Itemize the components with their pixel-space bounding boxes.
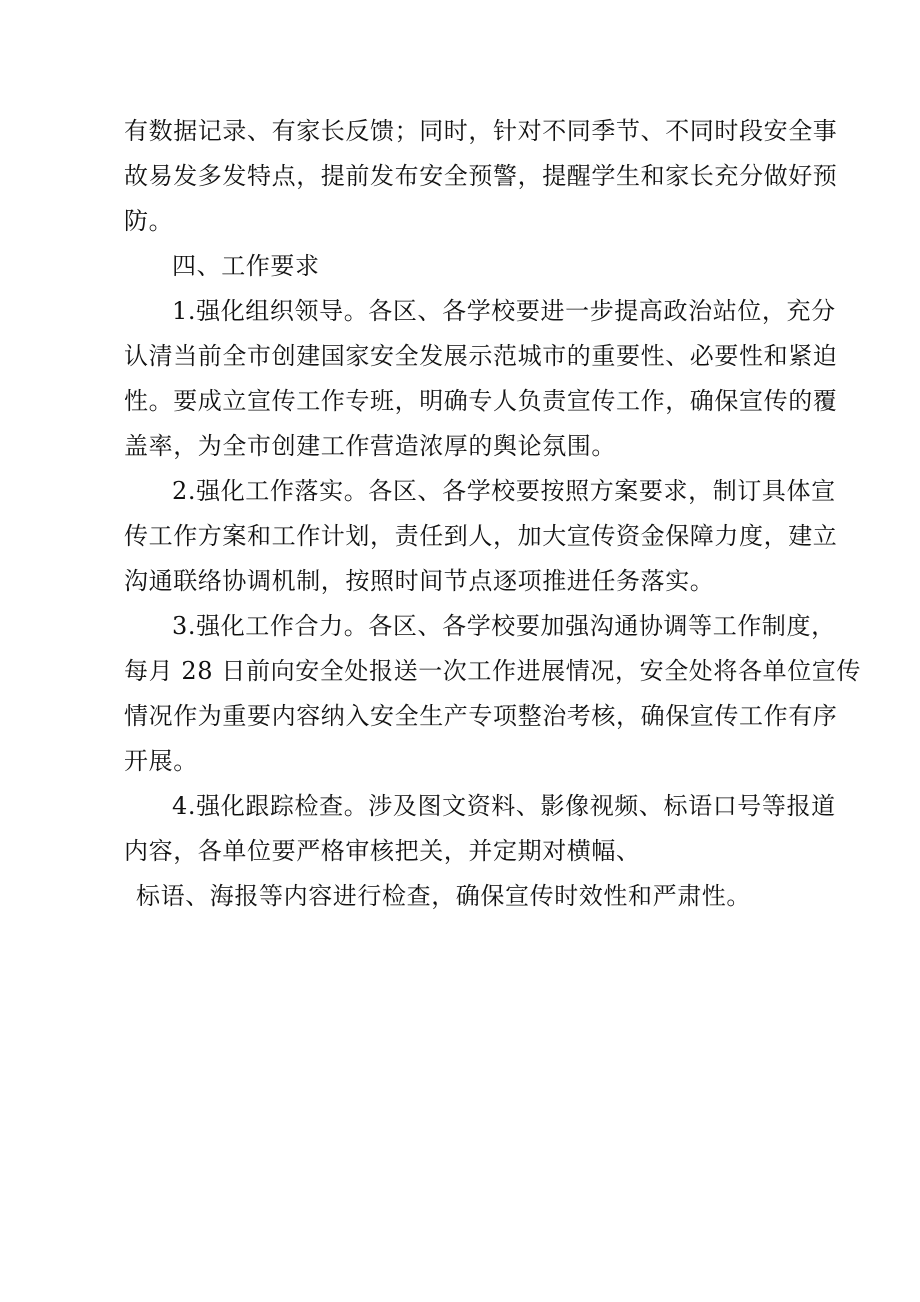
- paragraph-first-line: 4.强化跟踪检查。涉及图文资料、影像视频、标语口号等报道: [172, 792, 836, 820]
- body-line: 情况作为重要内容纳入安全生产专项整治考核，确保宣传工作有序: [124, 702, 838, 730]
- body-line: 开展。: [124, 747, 198, 775]
- body-line: 传工作方案和工作计划，责任到人，加大宣传资金保障力度，建立: [124, 522, 838, 550]
- body-line: 性。要成立宣传工作专班，明确专人负责宣传工作，确保宣传的覆: [124, 387, 838, 415]
- section-heading: 四、工作要求: [172, 252, 320, 280]
- body-line: 标语、海报等内容进行检查，确保宣传时效性和严肃性。: [136, 882, 751, 910]
- body-line: 内容，各单位要严格审核把关，并定期对横幅、: [124, 837, 641, 865]
- body-line: 故易发多发特点，提前发布安全预警，提醒学生和家长充分做好预: [124, 162, 838, 190]
- body-line: 有数据记录、有家长反馈；同时，针对不同季节、不同时段安全事: [124, 117, 838, 145]
- body-line: 每月 28 日前向安全处报送一次工作进展情况，安全处将各单位宣传: [124, 657, 861, 685]
- body-line: 沟通联络协调机制，按照时间节点逐项推进任务落实。: [124, 567, 715, 595]
- paragraph-first-line: 1.强化组织领导。各区、各学校要进一步提高政治站位，充分: [172, 297, 836, 325]
- paragraph-first-line: 2.强化工作落实。各区、各学校要按照方案要求，制订具体宣: [172, 477, 836, 505]
- paragraph-first-line: 3.强化工作合力。各区、各学校要加强沟通协调等工作制度，: [172, 612, 836, 640]
- body-line: 防。: [124, 207, 174, 235]
- body-line: 盖率，为全市创建工作营造浓厚的舆论氛围。: [124, 432, 616, 460]
- body-line: 认清当前全市创建国家安全发展示范城市的重要性、必要性和紧迫: [124, 342, 838, 370]
